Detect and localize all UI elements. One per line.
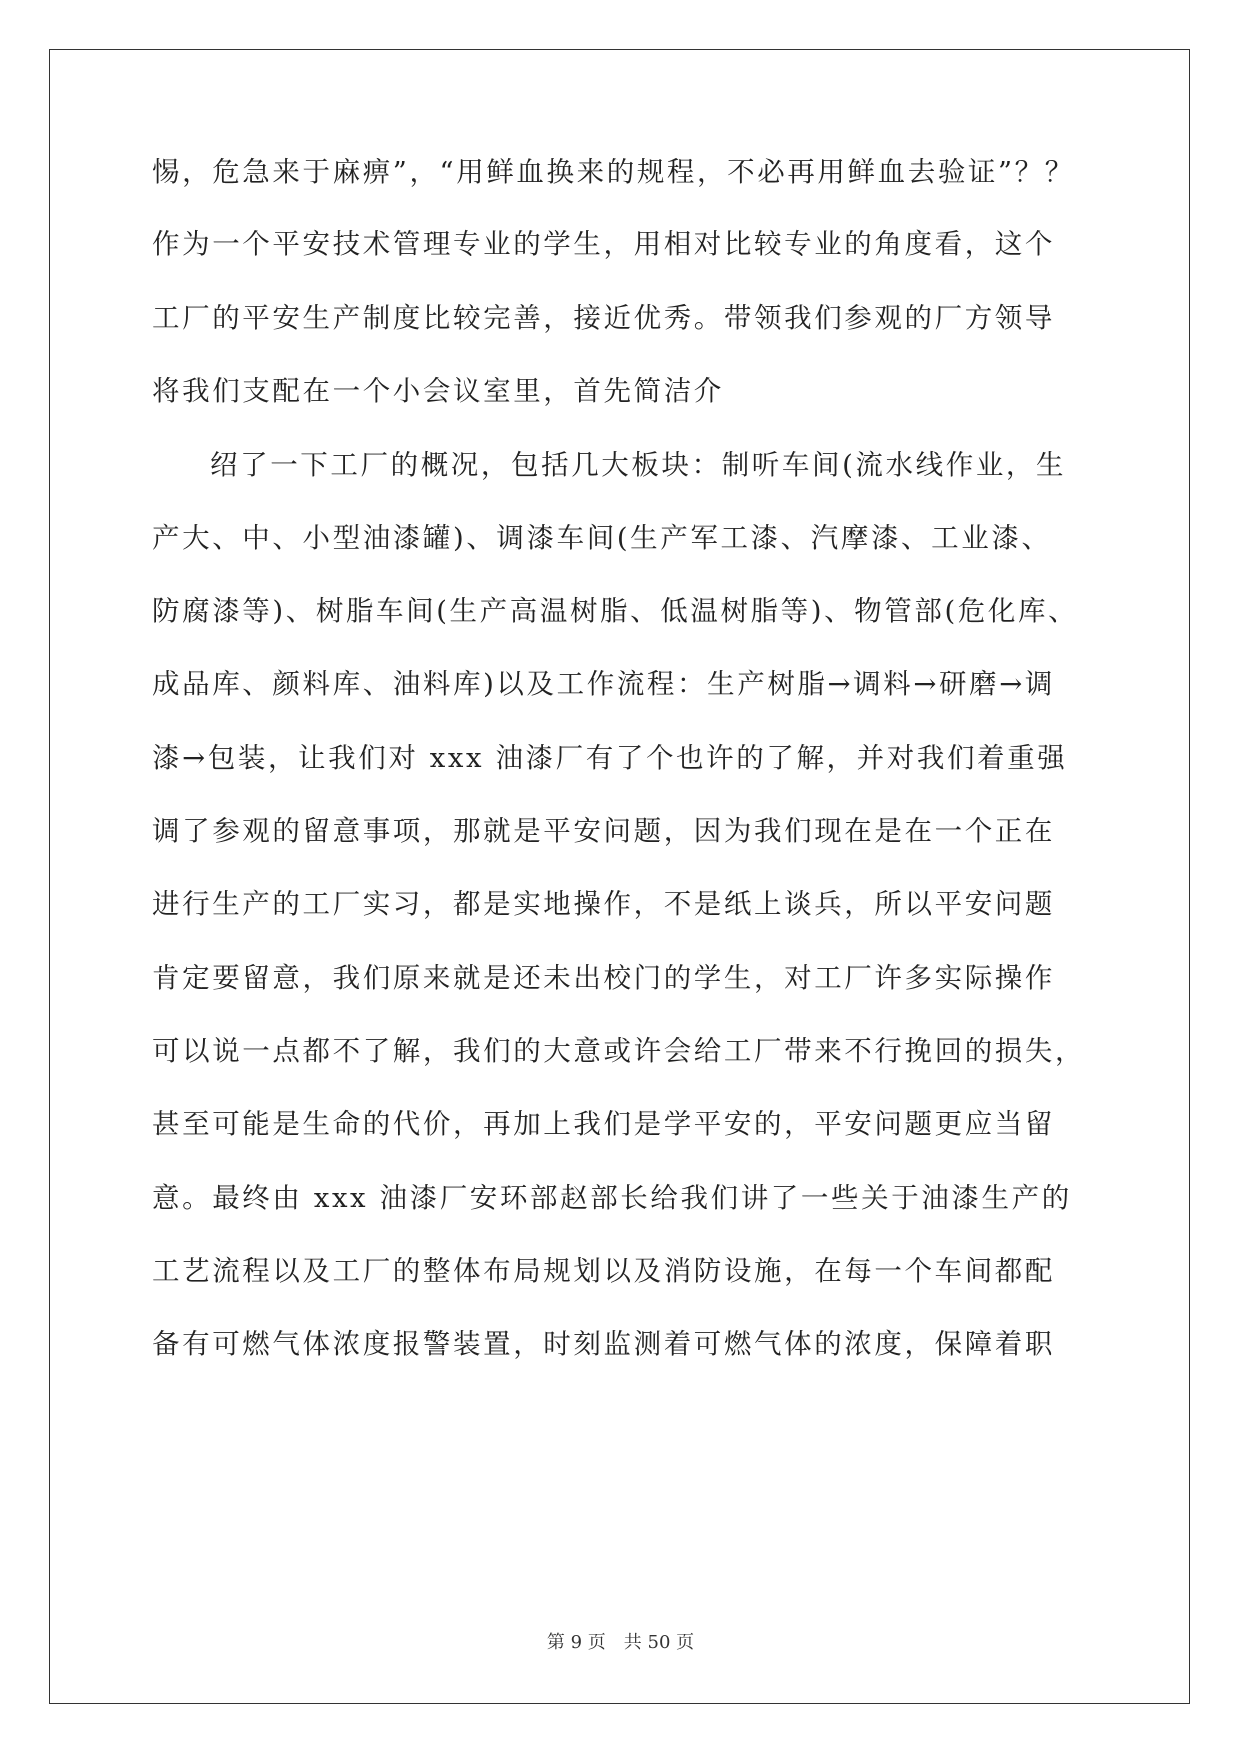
body-text-line: 调了参观的留意事项，那就是平安问题，因为我们现在是在一个正在 <box>152 815 1055 847</box>
body-text-line: 防腐漆等)、树脂车间(生产高温树脂、低温树脂等)、物管部(危化库、 <box>152 595 1079 627</box>
page-number-footer: 第 9 页 共 50 页 <box>546 1632 695 1653</box>
body-text-line: 产大、中、小型油漆罐)、调漆车间(生产军工漆、汽摩漆、工业漆、 <box>152 522 1052 554</box>
body-text-line: 进行生产的工厂实习，都是实地操作，不是纸上谈兵，所以平安问题 <box>152 888 1055 920</box>
body-text-line: 惕，危急来于麻痹”，“用鲜血换来的规程，不必再用鲜血去验证”？？ <box>152 156 1075 188</box>
body-text-line: 作为一个平安技术管理专业的学生，用相对比较专业的角度看，这个 <box>152 228 1055 260</box>
body-text-line: 甚至可能是生命的代价，再加上我们是学平安的，平安问题更应当留 <box>152 1108 1055 1140</box>
body-text-line: 肯定要留意，我们原来就是还未出校门的学生，对工厂许多实际操作 <box>152 962 1055 994</box>
body-text-line: 成品库、颜料库、油料库)以及工作流程：生产树脂→调料→研磨→调 <box>152 668 1055 700</box>
body-text-line: 意。最终由 xxx 油漆厂安环部赵部长给我们讲了一些关于油漆生产的 <box>152 1182 1072 1214</box>
page-border <box>49 49 1190 1704</box>
body-text-line: 工厂的平安生产制度比较完善，接近优秀。带领我们参观的厂方领导 <box>152 302 1055 334</box>
body-text-line: 可以说一点都不了解，我们的大意或许会给工厂带来不行挽回的损失， <box>152 1035 1086 1067</box>
body-text-line: 漆→包装，让我们对 xxx 油漆厂有了个也许的了解，并对我们着重强 <box>152 742 1068 774</box>
body-text-line: 绍了一下工厂的概况，包括几大板块：制听车间(流水线作业，生 <box>210 449 1067 481</box>
body-text-line: 工艺流程以及工厂的整体布局规划以及消防设施，在每一个车间都配 <box>152 1255 1055 1287</box>
body-text-line: 将我们支配在一个小会议室里，首先简洁介 <box>152 375 724 407</box>
body-text-line: 备有可燃气体浓度报警装置，时刻监测着可燃气体的浓度，保障着职 <box>152 1328 1055 1360</box>
